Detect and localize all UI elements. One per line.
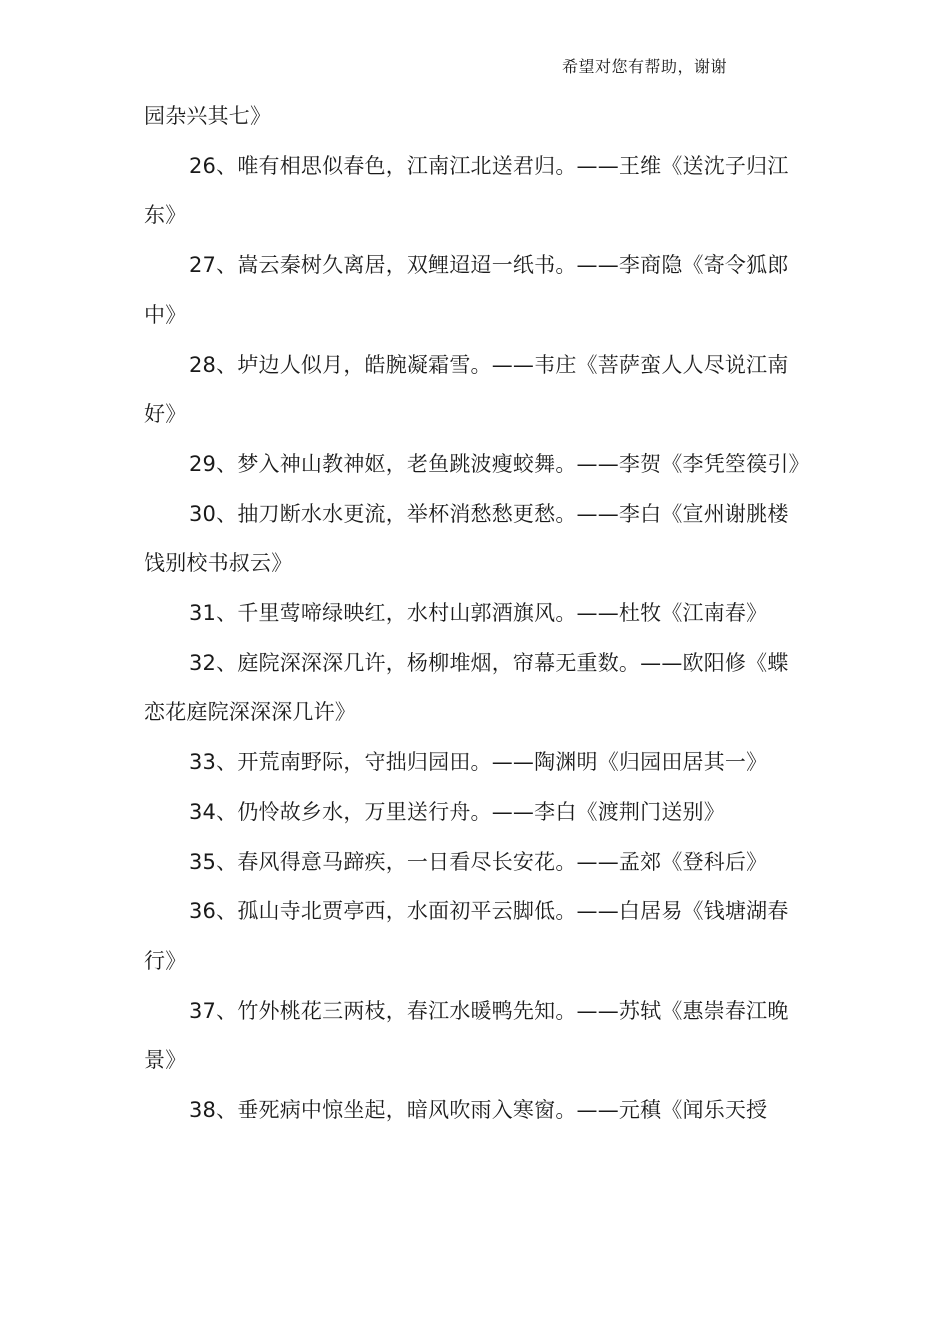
poem-entry-33: 33、开荒南野际，守拙归园田。——陶渊明《归园田居其一》 <box>189 750 768 775</box>
poem-entry-29: 29、梦入神山教神妪，老鱼跳波瘦蛟舞。——李贺《李凭箜篌引》 <box>189 451 810 476</box>
poem-entry-27: 27、嵩云秦树久离居，双鲤迢迢一纸书。——李商隐《寄令狐郎中》 <box>144 253 789 327</box>
poem-entry-37: 37、竹外桃花三两枝，春江水暖鸭先知。——苏轼《惠崇春江晚景》 <box>144 998 789 1073</box>
poem-entry-28: 28、垆边人似月，皓腕凝霜雪。——韦庄《菩萨蛮人人尽说江南好》 <box>144 352 789 427</box>
page-header: 希望对您有帮助，谢谢 <box>562 57 728 76</box>
poem-entry-31: 31、千里莺啼绿映红，水村山郭酒旗风。——杜牧《江南春》 <box>189 601 768 626</box>
poem-entry-36: 36、孤山寺北贾亭西，水面初平云脚低。——白居易《钱塘湖春行》 <box>144 899 789 973</box>
document-body <box>144 92 810 1136</box>
poem-entry-35: 35、春风得意马蹄疾，一日看尽长安花。——孟郊《登科后》 <box>189 849 768 874</box>
poem-entry-38: 38、垂死病中惊坐起，暗风吹雨入寒窗。——元稹《闻乐天授 <box>189 1098 768 1123</box>
continued-line: 园杂兴其七》 <box>144 104 272 128</box>
poem-entry-34: 34、仍怜故乡水，万里送行舟。——李白《渡荆门送别》 <box>189 799 725 824</box>
poem-entry-30: 30、抽刀断水水更流，举杯消愁愁更愁。——李白《宣州谢朓楼饯别校书叔云》 <box>144 501 789 576</box>
poem-entry-26: 26、唯有相思似春色，江南江北送君归。——王维《送沈子归江东》 <box>144 153 789 228</box>
poem-entry-32: 32、庭院深深深几许，杨柳堆烟，帘幕无重数。——欧阳修《蝶恋花庭院深深深几许》 <box>144 650 789 725</box>
